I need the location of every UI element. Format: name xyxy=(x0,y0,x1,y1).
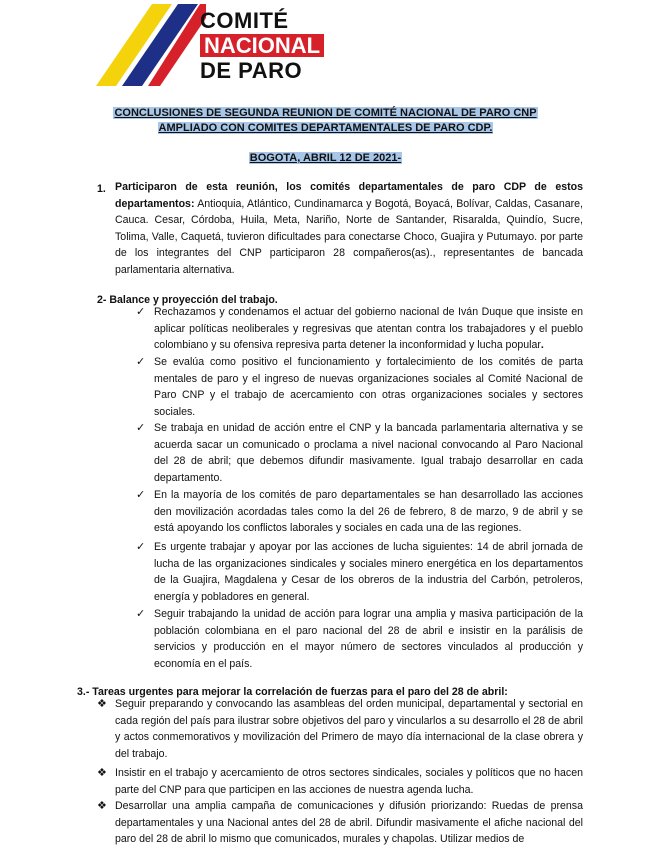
document-date: BOGOTA, ABRIL 12 DE 2021- xyxy=(249,152,402,164)
section2-item-6: Seguir trabajando la unidad de acción para lograr una amplia y masiva participación de la población colombiana en el paro nacional del 28 de abril e insistir en la parálisis de servicios y producción en el mayor número de sectores vinculados al producción y economía en el país. xyxy=(154,608,583,670)
diamond-bullet-icon: ❖ xyxy=(97,800,107,812)
logo-line3: DE PARO xyxy=(200,58,303,83)
section1-text: Antioquia, Atlántico, Cundinamarca y Bogotá, Boyacá, Bolívar, Caldas, Casanare, Cauca. Cesar, Córdoba, Huila, Meta, Nariño, Norte de Santander, Risaralda, Quindío, Sucre, Tolima, Valle, Caquetá, tuvieron dificultades para conectarse Choco, Guajira y Putumayo. por parte de los integrantes del CNP participaron 28 compañeros(as)., representantes de bancada parlamentaria alternativa. xyxy=(115,197,583,276)
section2-item-5: Es urgente trabajar y apoyar por las acciones de lucha siguientes: 14 de abril jornada de lucha de las organizaciones sindicales y sociales minero energética en los departamentos de la Guajira, Magdalena y Cesar de los obreros de la industria del Carbón, petroleros, energía y pobladores en general. xyxy=(154,541,583,603)
section1-number: 1. xyxy=(97,183,106,195)
checkmark-icon: ✓ xyxy=(136,489,146,501)
section3-heading: 3.- Tareas urgentes para mejorar la correlación de fuerzas para el paro del 28 de abril: xyxy=(77,686,508,698)
section2-item-3: Se trabaja en unidad de acción entre el CNP y la bancada parlamentaria alternativa y se acuerda sacar un comunicado o proclama a nivel nacional convocando al Paro Nacional del 28 de abril; que debemos difundir masivamente. Igual trabajo desarrollar en cada departamento. xyxy=(154,422,583,484)
checkmark-icon: ✓ xyxy=(136,306,146,318)
diamond-bullet-icon: ❖ xyxy=(97,767,107,779)
section2-heading: 2- Balance y proyección del trabajo. xyxy=(97,294,278,306)
section3-item-2: Insistir en el trabajo y acercamiento de otros sectores sindicales, sociales y políticos que no hacen parte del CNP para que participen en las acciones de nuestra agenda lucha. xyxy=(115,767,583,796)
checkmark-icon: ✓ xyxy=(136,422,146,434)
flag-stripes-graphic xyxy=(96,4,206,86)
checkmark-icon: ✓ xyxy=(136,356,146,368)
section1-bold-text: Participaron de esta reunión, los comités departamentales de paro CDP de estos departamentos: xyxy=(115,181,583,210)
document-title-line1: CONCLUSIONES DE SEGUNDA REUNION DE COMITÉ NACIONAL DE PARO CNP xyxy=(114,107,537,119)
section2-item-2: Se evalúa como positivo el funcionamiento y fortalecimiento de los comités de parta mentales de paro y el ingreso de nuevas organizaciones sociales al Comité Nacional de Paro CNP y el trabajo de acercamiento con otras organizaciones sociales y sectores sociales. xyxy=(154,356,583,418)
section2-item-1: Rechazamos y condenamos el actuar del gobierno nacional de Iván Duque que insiste en aplicar políticas neoliberales y regresivas que atentan contra los trabajadores y el pueblo colombiano y su ofensiva represiva parta detener la inconformidad y lucha popular. xyxy=(154,306,583,351)
section2-item-4: En la mayoría de los comités de paro departamentales se han desarrollado las acciones den movilización acordadas tales como la del 26 de febrero, 8 de marzo, 9 de abril y se está apoyando los conflictos laborales y sociales en cada una de las regiones. xyxy=(154,489,583,534)
checkmark-icon: ✓ xyxy=(136,608,146,620)
section3-item-3: Desarrollar una amplia campaña de comunicaciones y difusión priorizando: Ruedas de prensa departamentales y una Nacional antes del 28 de abril. Difundir masivamente el afiche nacional del paro del 28 de abril lo mismo que comunicados, murales y chapolas. Utilizar medios de xyxy=(115,800,583,845)
logo-line1: COMITÉ xyxy=(200,8,289,33)
section3-item-1: Seguir preparando y convocando las asambleas del orden municipal, departamental y sectorial en cada región del país para ilustrar sobre objetivos del paro y vincularlos a su desarrollo el 28 de abril y actos conmemorativos y movilización del Primero de mayo día internacional de la clase obrera y del trabajo. xyxy=(115,698,583,760)
logo-line2: NACIONAL xyxy=(200,34,324,57)
section1-paragraph xyxy=(115,179,583,278)
diamond-bullet-icon: ❖ xyxy=(97,698,107,710)
comite-logo xyxy=(96,4,321,86)
checkmark-icon: ✓ xyxy=(136,541,146,553)
document-title-line2: AMPLIADO CON COMITES DEPARTAMENTALES DE PARO CDP. xyxy=(158,122,493,134)
